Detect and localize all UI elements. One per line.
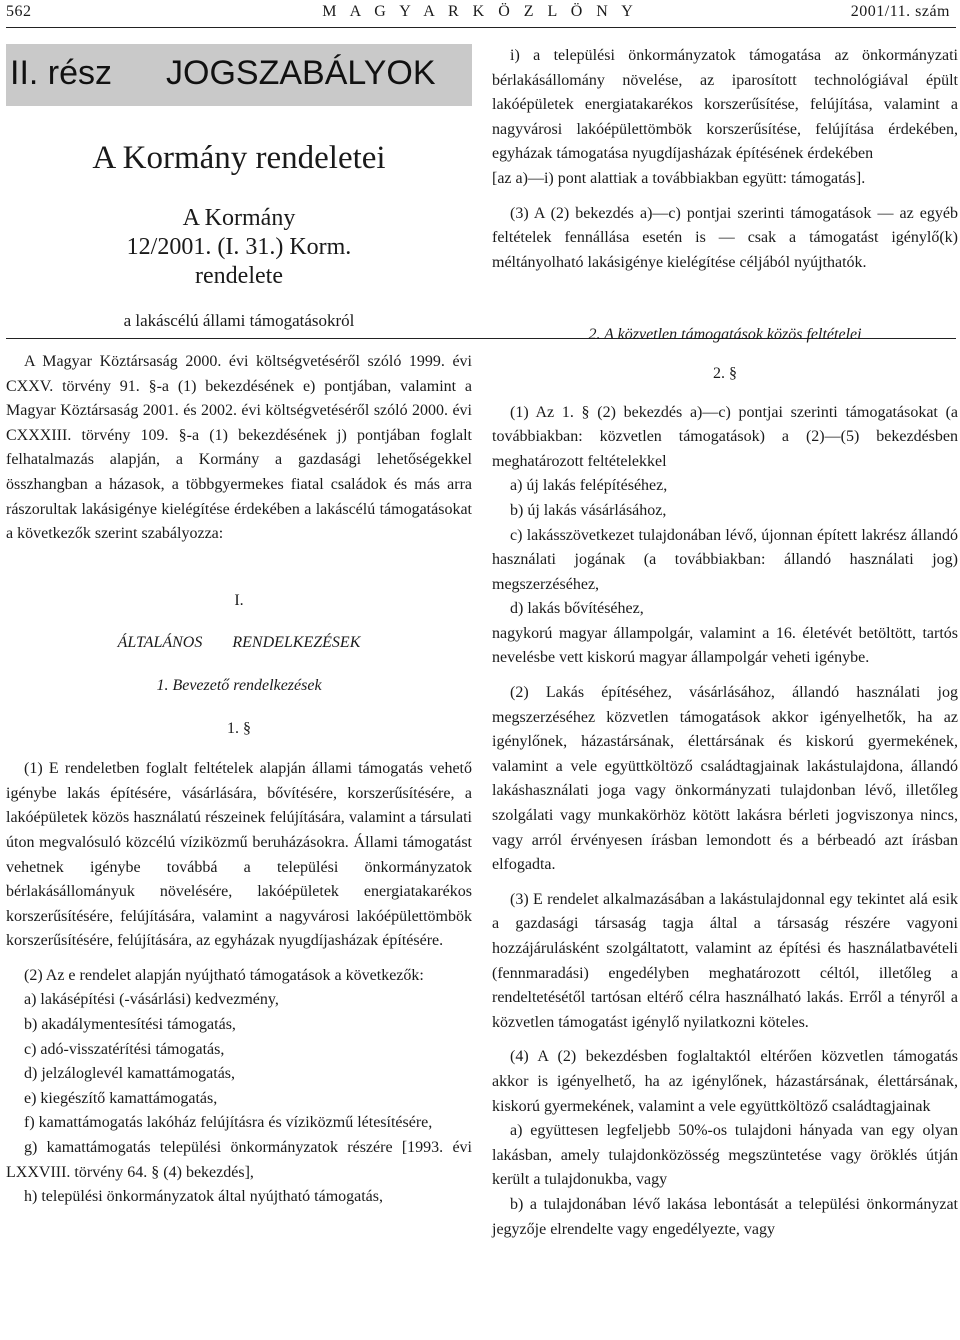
part-banner bbox=[6, 44, 472, 106]
decree-line-2: 12/2001. (I. 31.) Korm. bbox=[126, 234, 352, 260]
chapter-number: I. bbox=[234, 591, 244, 609]
section-1-mark: 1. § bbox=[227, 719, 251, 737]
s2-paragraph-3: (3) E rendelet alkalmazásában a lakástulajdonnal egy tekintet alá esik a gazdasági társaság tagja által a társaság részére vagyoni hozzájárulásként szolgáltatott, valamint az építési és használatbavételi (fennmaradási) engedélyben meghatározott céltól, illetőleg a rendeltetésétől tartósan eltérő célra használható lakás. Erről a tényről a közvetlen támogatást igénylő nyilatkozni köteles. bbox=[492, 890, 958, 1031]
list-item: b) a tulajdonában lévő lakása lebontását a települési önkormányzat jegyzője elrendelte vagy engedélyezte, vagy bbox=[492, 1195, 958, 1238]
s2-paragraph-1: (1) Az 1. § (2) bekezdés a)—c) pontjai szerinti támogatásokat (a továbbiakban: közvetlen támogatások) a (2)—(5) bekezdésben meghatározott feltételekkel bbox=[492, 403, 958, 470]
paragraph-3: (3) A (2) bekezdés a)—c) pontjai szerinti támogatások — az egyéb feltételek fennállása esetén is — csak a támogatást igénylő(k) méltányolható lakásigénye kielégítése céljából nyújthatók. bbox=[492, 204, 958, 271]
header-rule bbox=[6, 27, 956, 28]
right-column bbox=[492, 44, 958, 1242]
s2-tail: nagykorú magyar állampolgár, valamint a 16. életévét betöltött, tartós nevelésbe vett kiskorú magyar állampolgár veheti igénybe. bbox=[492, 624, 958, 667]
s2-paragraph-4: (4) A (2) bekezdésben foglaltaktól eltérően közvetlen támogatás akkor is igényelhető, ha az igénylőnek, házastársának, élettársának, kiskorú gyermekének, valamint a vele együttköltöző családtagjainak bbox=[492, 1048, 958, 1115]
item-bracket: [az a)—i) pont alattiak a továbbiakban együtt: támogatás]. bbox=[492, 169, 866, 187]
running-header bbox=[0, 0, 960, 28]
subheading-1: 1. Bevezető rendelkezések bbox=[156, 676, 322, 694]
part-label: II. rész bbox=[10, 54, 113, 92]
decree-heading bbox=[6, 138, 472, 334]
list-item: b) akadálymentesítési támogatás, bbox=[24, 1016, 236, 1034]
left-column bbox=[6, 350, 472, 1210]
chapter-title bbox=[6, 631, 472, 656]
s2-paragraph-2: (2) Lakás építéséhez, vásárlásához, állandó használati jog megszerzéséhez közvetlen támogatások akkor igényelhetők, ha az igénylőnek, házastársának, élettársának és kiskorú gyermekének, valamint a vele együttköltöző családtagjainak lakástulajdona, állandó lakáshasználati joga vagy önkormányzati tulajdonban lévő, illetőleg szolgálati vagy munkakörhöz kötött lakásra bérleti jogviszonya nincs, vagy arról érvényesen írásban lemondott és a bérbeadó azt írásban elfogadta. bbox=[492, 684, 958, 874]
list-item: a) lakásépítési (-vásárlási) kedvezmény, bbox=[24, 991, 279, 1009]
section-2-mark: 2. § bbox=[713, 364, 737, 382]
list-item: a) új lakás felépítéséhez, bbox=[510, 477, 668, 495]
list-item: f) kamattámogatás lakóház felújításra és víziközmű létesítésére, bbox=[24, 1114, 433, 1132]
paragraph-2: (2) Az e rendelet alapján nyújtható támogatások a következők: bbox=[24, 966, 424, 984]
list-item: c) adó-visszatérítési támogatás, bbox=[24, 1040, 225, 1058]
list-item: h) települési önkormányzatok által nyújtható támogatás, bbox=[24, 1188, 384, 1206]
preamble: A Magyar Köztársaság 2000. évi költségvetéséről szóló 1999. évi CXXV. törvény 91. §-a (1) bekezdésének e) pontjában, valamint a Magyar Köztársaság 2001. és 2002. évi költségvetéséről szóló 2000. évi CXXXIII. törvény 109. §-a (1) bekezdésének j) pontjában foglalt felhatalmazás alapján, a Kormány a gazdasági lehetőségekkel összhangban a házasok, a többgyermekes fiatal családok és más arra rászorultak lakásigénye kielégítése érdekében a lakáscélú támogatásokat a következők szerint szabályozza: bbox=[6, 353, 472, 543]
list-item: g) kamattámogatás települési önkormányzatok részére [1993. évi LXXVIII. törvény 64. § (4) bekezdés], bbox=[6, 1139, 472, 1181]
list-item: a) együttesen legfeljebb 50%-os tulajdoni hányada van egy olyan lakásban, amely tulajdonközösség megszüntetése vagy öröklés útján került a tulajdonukba, vagy bbox=[492, 1122, 958, 1189]
decree-line-3: rendelete bbox=[195, 263, 283, 289]
paragraph-1: (1) E rendeletben foglalt feltételek alapján állami támogatás vehető igénybe lakás építésére, vásárlására, bővítésére, korszerűsítésére, a lakóépületek közös használatú részeinek felújítására, valamint a társulati úton megvalósuló közcélú víziközmű beruházásokra. Állami támogatást vehetnek igénybe továbbá a települési önkormányzatok bérlakásállományuk növelésére, lakóépületek energiatakarékos korszerűsítésére, felújítására, valamint a nagyvárosi lakóépülettömbök korszerűsítésére, felújítására, az egyházak nyugdíjasházak építésére. bbox=[6, 760, 472, 950]
list-item: d) lakás bővítéséhez, bbox=[510, 600, 644, 618]
subheading-2: 2. A közvetlen támogatások közös feltételei bbox=[588, 326, 862, 344]
list-item: b) új lakás vásárlásához, bbox=[510, 501, 667, 519]
issue-number: 2001/11. szám bbox=[850, 3, 950, 20]
chapter-title-part-2: RENDELKEZÉSEK bbox=[232, 634, 361, 652]
decree-line-1: A Kormány bbox=[182, 205, 296, 231]
decree-subject: a lakáscélú állami támogatásokról bbox=[123, 311, 355, 330]
chapter-title-part-1: ÁLTALÁNOS bbox=[117, 634, 203, 652]
list-item: e) kiegészítő kamattámogatás, bbox=[24, 1089, 218, 1107]
section-heading: A Kormány rendeletei bbox=[92, 140, 386, 176]
list-item: c) lakásszövetkezet tulajdonában lévő, újonnan épített lakrész állandó használati jogának (a továbbiakban: állandó használati jog) megszerzéséhez, bbox=[492, 526, 958, 593]
list-item: d) jelzáloglevél kamattámogatás, bbox=[24, 1065, 236, 1083]
page-number: 562 bbox=[6, 3, 32, 20]
journal-title: M A G Y A R K Ö Z L Ö N Y bbox=[322, 3, 638, 20]
part-title: JOGSZABÁLYOK bbox=[166, 54, 436, 92]
item-i: i) a települési önkormányzatok támogatása az önkormányzati bérlakásállomány növelése, az iparosított technológiával épült lakóépületek energiatakarékos korszerűsítése, felújítása, valamint a nagyvárosi lakóépülettömbök korszerűsítése, felújítása érdekében, egyházak támogatása nyugdíjasházak építésének érdekében bbox=[492, 47, 958, 163]
